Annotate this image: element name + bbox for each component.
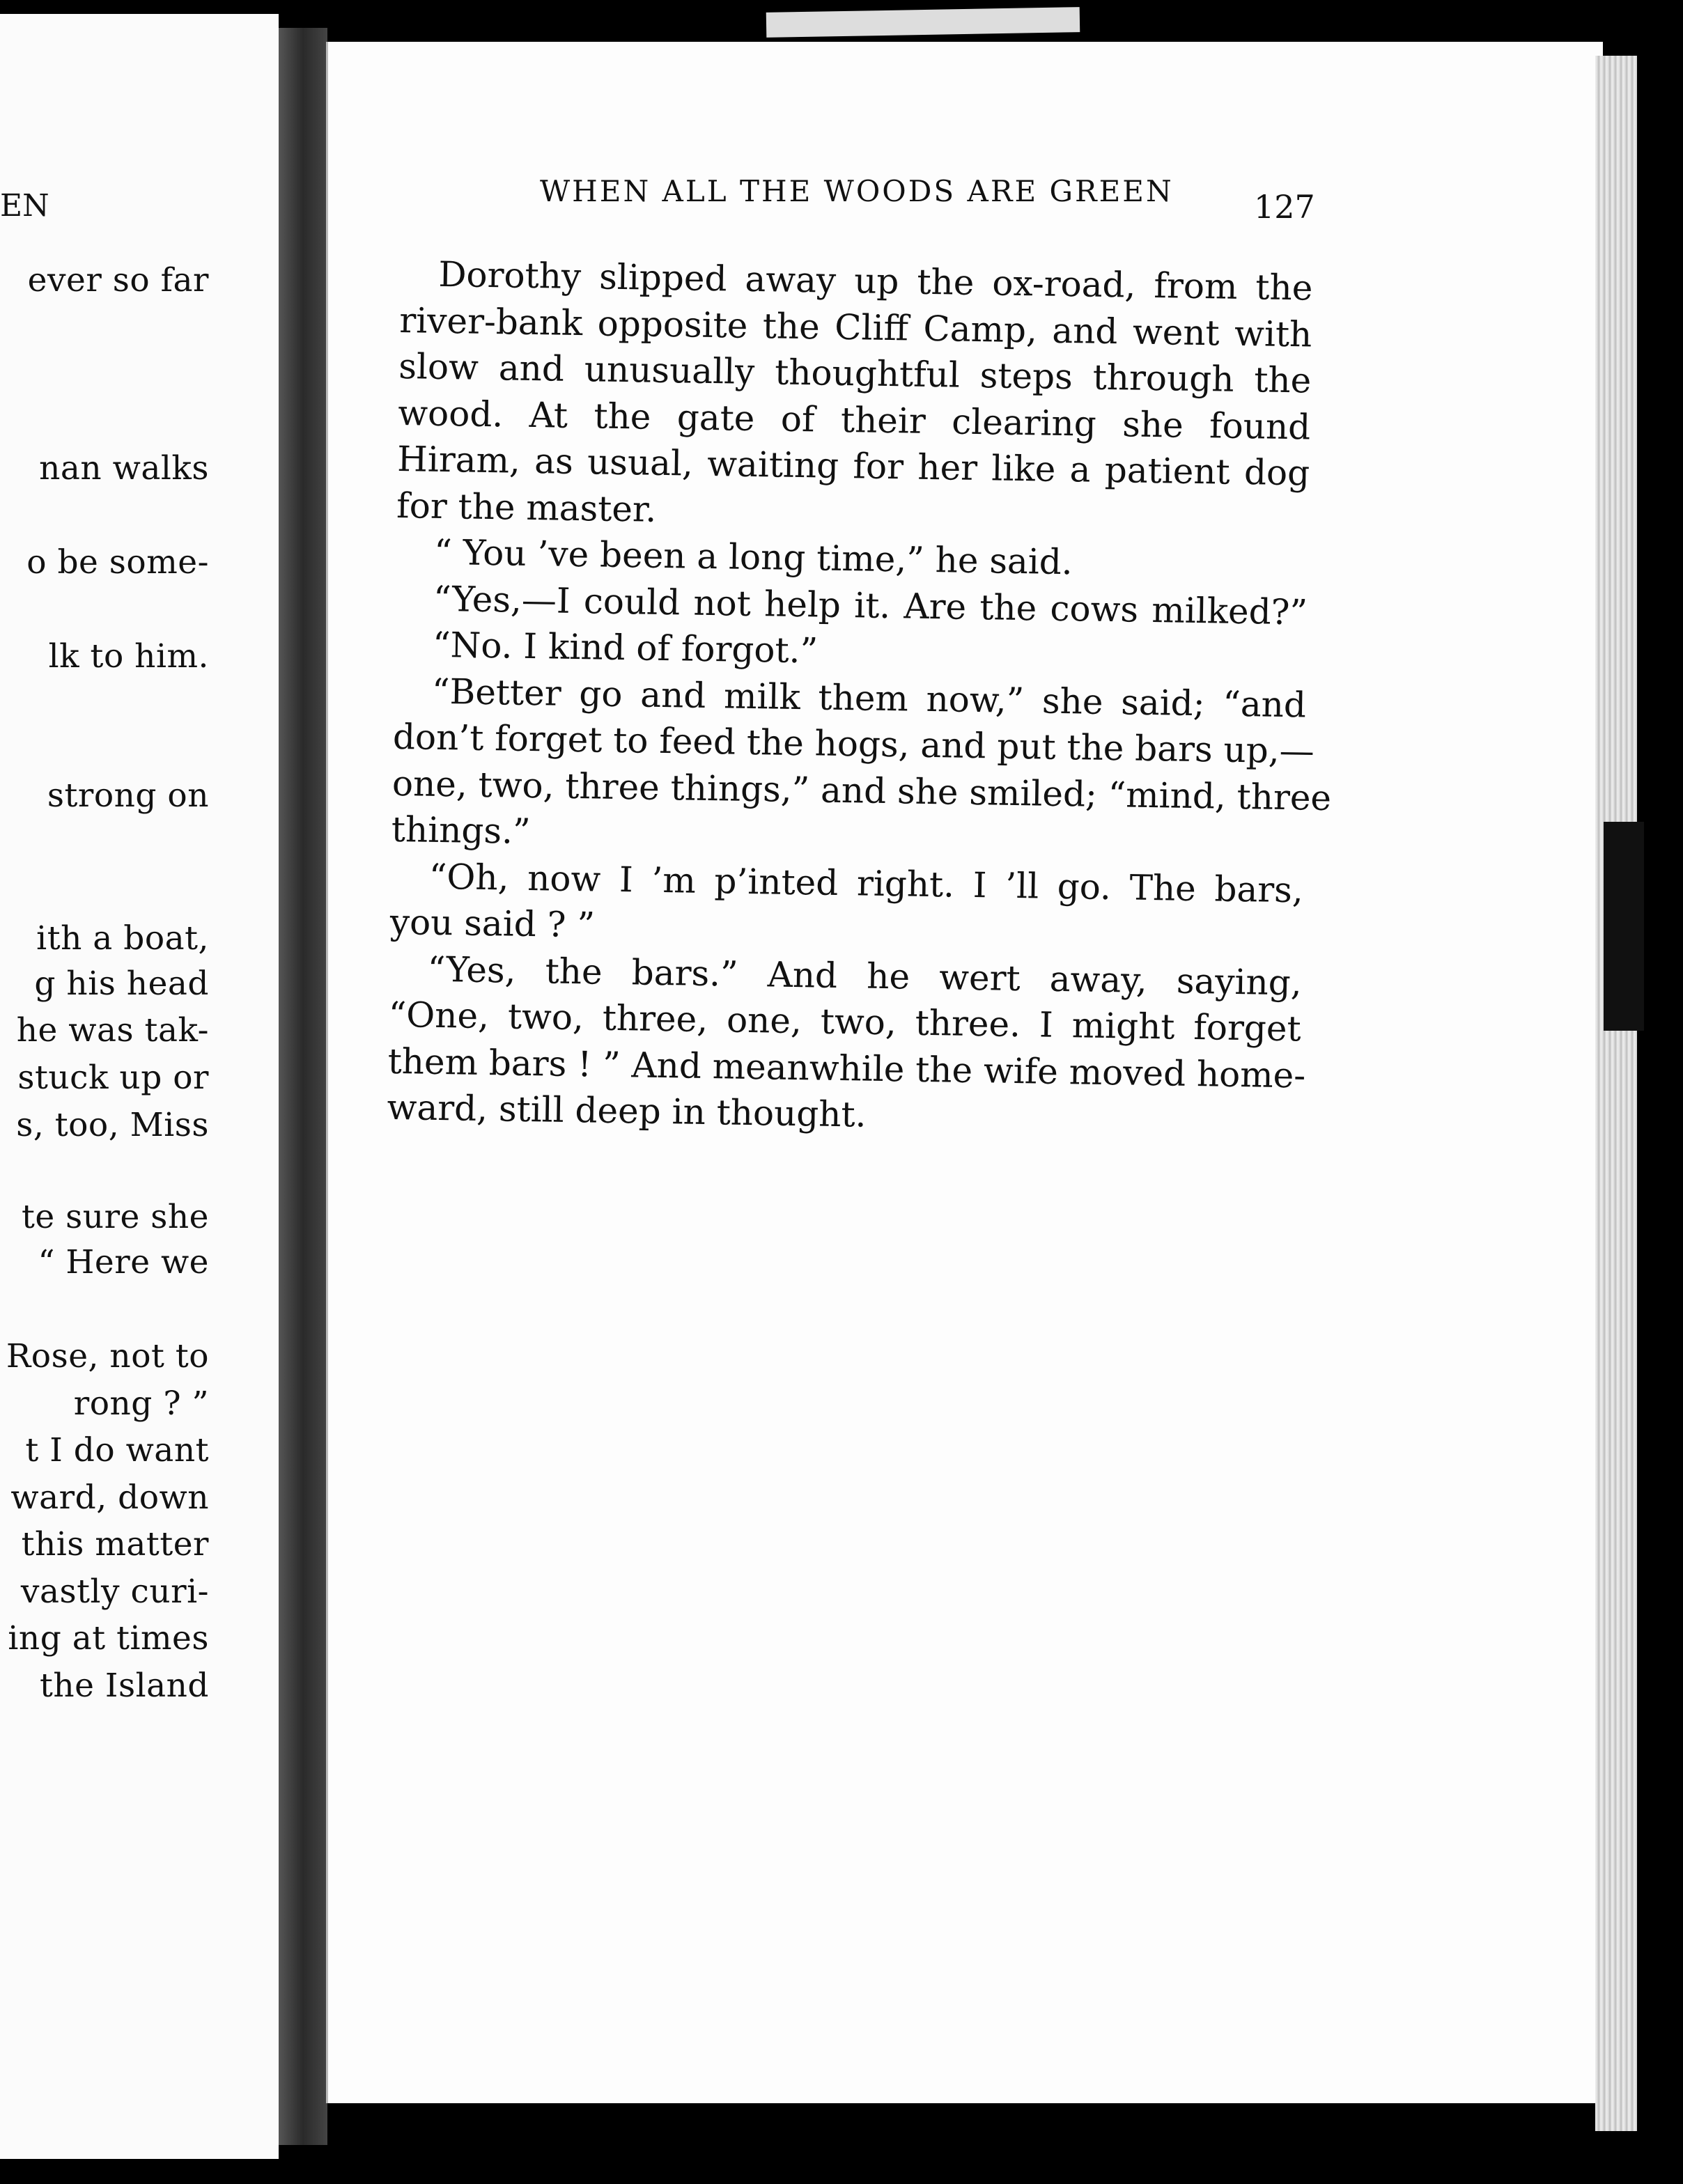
text-line: them bars ! ” And meanwhile the wife moved home-: [387, 1040, 1306, 1096]
text-line: “One, two, three, one, two, three. I might forget: [388, 994, 1302, 1050]
left-text-line: stuck up or: [17, 1059, 209, 1097]
left-text-line: te sure she: [22, 1198, 209, 1236]
left-text-line: he was tak-: [16, 1011, 209, 1050]
top-page-tab: [766, 7, 1080, 38]
text-line: ward, still deep in thought.: [387, 1086, 867, 1135]
page-edges: [1595, 56, 1637, 2131]
left-text-line: lk to him.: [48, 637, 209, 676]
left-text-line: ing at times: [8, 1619, 209, 1658]
left-running-head: EN: [0, 188, 49, 224]
left-text-line: this matter: [21, 1525, 209, 1563]
left-text-line: ever so far: [27, 261, 209, 299]
text-line: “Yes, the bars.” And he wert away, saying,: [427, 949, 1303, 1003]
text-line: one, two, three things,” and she smiled; “mind, three: [391, 763, 1332, 818]
text-line: you said ? ”: [389, 901, 596, 946]
text-line: “ You ’ve been a long time,” he said.: [433, 531, 1073, 583]
text-line: don’t forget to feed the hogs, and put the bars up,—: [392, 716, 1315, 772]
left-text-line: vastly curi-: [20, 1573, 209, 1611]
left-text-line: t I do want: [25, 1431, 209, 1469]
left-text-line: the Island: [39, 1667, 209, 1705]
text-line: things.”: [391, 809, 531, 852]
text-line: “Yes,—I could not help it. Are the cows milked?”: [433, 578, 1308, 633]
left-text-line: ward, down: [10, 1479, 209, 1517]
left-text-line: s, too, Miss: [16, 1106, 209, 1144]
spine-mark: [1604, 822, 1644, 1031]
left-text-line: g his head: [34, 965, 209, 1003]
text-line: for the master.: [396, 485, 657, 530]
text-line: “No. I kind of forgot.”: [432, 624, 819, 671]
text-line: Dorothy slipped away up the ox-road, from the: [438, 254, 1313, 309]
left-text-line: rong ? ”: [73, 1384, 209, 1423]
left-text-line: strong on: [47, 777, 209, 815]
body-text: [387, 251, 1332, 1145]
text-line: “Oh, now I ’m p’inted right. I ’ll go. The bars,: [428, 856, 1304, 910]
left-text-line: ith a boat,: [36, 919, 209, 958]
left-text-line: “ Here we: [38, 1243, 209, 1281]
text-line: Hiram, as usual, waiting for her like a patient dog: [396, 438, 1310, 494]
text-line: slow and unusually thoughtful steps through the: [398, 345, 1312, 401]
left-page: [0, 14, 279, 2159]
book-gutter: [279, 28, 327, 2145]
running-head: WHEN ALL THE WOODS ARE GREEN: [540, 174, 1174, 208]
text-line: “Better go and milk them now,” she said; “and: [431, 671, 1307, 725]
left-text-line: o be some-: [26, 543, 209, 582]
left-text-line: nan walks: [39, 449, 209, 488]
text-line: river-bank opposite the Cliff Camp, and went with: [398, 299, 1312, 355]
text-line: wood. At the gate of their clearing she found: [397, 392, 1311, 448]
left-text-line: Rose, not to: [6, 1337, 209, 1375]
page-number: 127: [1254, 188, 1315, 226]
